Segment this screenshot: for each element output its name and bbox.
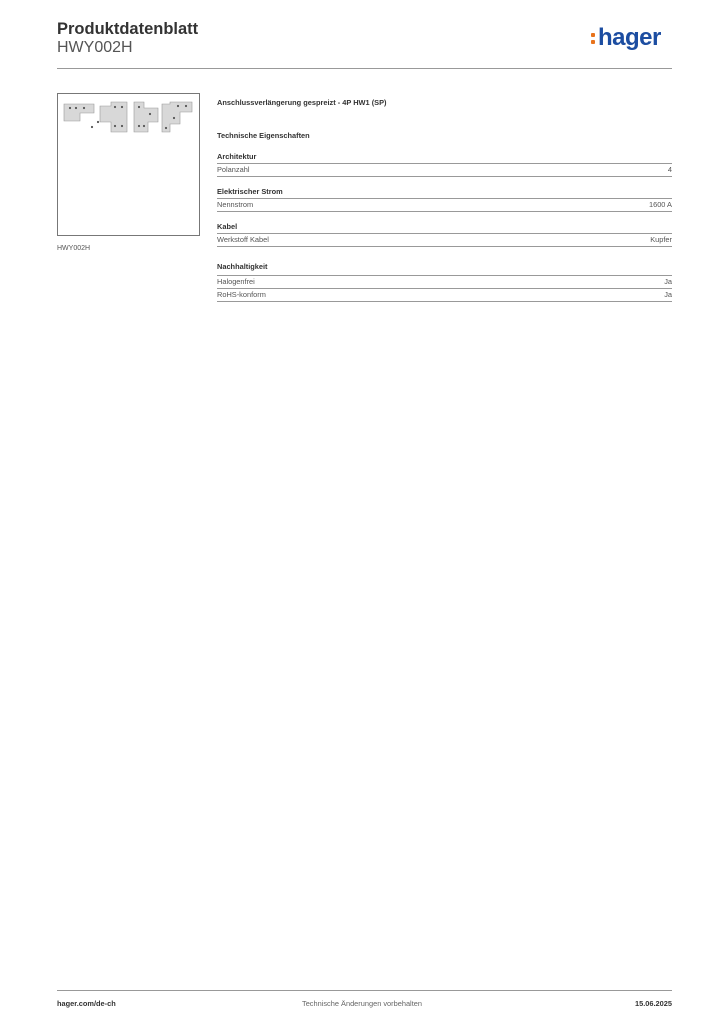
product-description: Anschlussverlängerung gespreizt - 4P HW1 (SP) (217, 98, 387, 107)
spec-value: Kupfer (650, 235, 672, 244)
header-divider (57, 68, 672, 69)
spec-label: Nennstrom (217, 200, 254, 209)
footer-disclaimer: Technische Änderungen vorbehalten (302, 999, 422, 1008)
busbar-extension-image (62, 100, 197, 135)
spec-label: Polanzahl (217, 165, 250, 174)
footer-date: 15.06.2025 (635, 999, 672, 1008)
logo-text: hager (598, 24, 661, 51)
image-caption: HWY002H (57, 245, 91, 252)
document-title: Produktdatenblatt (57, 20, 199, 38)
spec-value: Ja (664, 277, 672, 286)
product-code: HWY002H (57, 39, 133, 56)
spec-value: Ja (664, 290, 672, 299)
spec-row (217, 289, 672, 302)
group-title-nachhaltigkeit: Nachhaltigkeit (217, 262, 268, 271)
spec-label: RoHS-konform (217, 290, 266, 299)
logo-dots-icon (591, 30, 597, 46)
spec-row (217, 275, 672, 289)
spec-row (217, 199, 672, 212)
spec-content (217, 96, 672, 302)
spec-label: Halogenfrei (217, 277, 255, 286)
footer-divider (57, 990, 672, 991)
spec-value: 1600 A (648, 200, 672, 209)
product-image (57, 93, 200, 236)
spec-row (217, 234, 672, 247)
spec-value: 4 (667, 165, 672, 174)
spec-row (217, 164, 672, 177)
section-title: Technische Eigenschaften (217, 131, 310, 140)
footer-website-link[interactable]: hager.com/de-ch (57, 999, 116, 1008)
group-title-kabel: Kabel (217, 222, 672, 234)
group-title-architektur: Architektur (217, 152, 672, 164)
spec-label: Werkstoff Kabel (217, 235, 269, 244)
group-title-elektrischer-strom: Elektrischer Strom (217, 187, 672, 199)
hager-logo (591, 26, 661, 50)
